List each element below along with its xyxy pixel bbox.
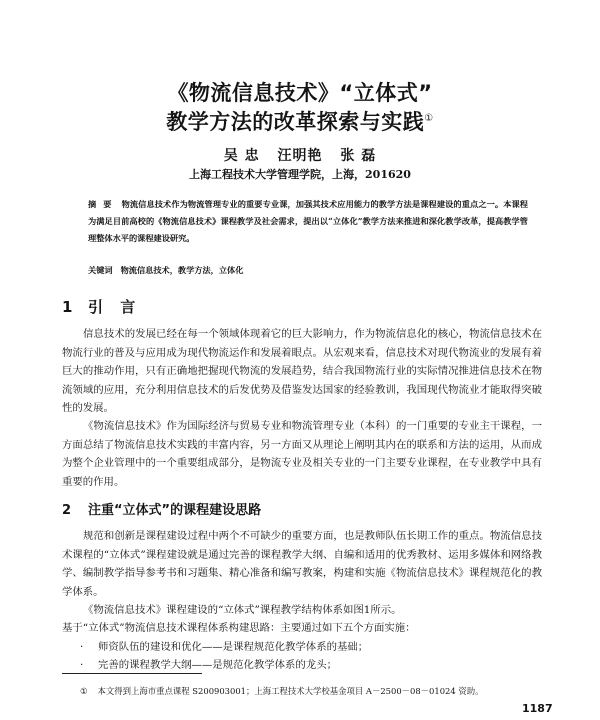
paragraph: 《物流信息技术》作为国际经济与贸易专业和物流管理专业（本科）的一门重要的专业主干课程，一方面总结了物流信息技术实践的丰富内容，另一方面又从理论上阐明其内在的联系和方法的运用，从而成为整个企业管理中的一个重要组成部分，是物流专业及相关专业的一门主要专业课程，在专业教学中具有重要的作用。 (62, 420, 542, 488)
page-number: 1187 (522, 702, 553, 715)
paragraph: 规范和创新是课程建设过程中两个不可缺少的重要方面，也是教师队伍长期工作的重点。物流信息技术课程的“立体式”课程建设就是通过完善的课程教学大纲、自编和适用的优秀教材、运用多媒体和网络教学、编制教学指导参考书和习题集、精心准备和编写教案，构建和实施《物流信息技术》课程规范化的教学体系。 (62, 530, 542, 598)
bullet-icon: · (80, 659, 84, 671)
author-2: 汪明艳 (277, 148, 323, 164)
list-item-text: 完善的课程教学大纲——是规范化教学体系的龙头； (98, 659, 337, 671)
list-item (80, 656, 337, 671)
abstract-label: 摘 要 (88, 199, 114, 209)
section-heading-2 (62, 499, 261, 518)
paragraph: 信息技术的发展已经在每一个领域体现着它的巨大影响力，作为物流信息化的核心，物流信息技术在物流行业的普及与应用成为现代物流运作和发展着眼点。从宏观来看，信息技术对现代物流业的发展有着巨大的推动作用，只有正确地把握现代物流的发展趋势，结合我国物流行业的实际情况推进信息技术在物流领域的应用，充分利用信息技术的后发优势及借鉴发达国家的经验教训，我国现代物流业才能取得突破性的发展。 (62, 328, 542, 414)
affiliation: 上海工程技术大学管理学院，上海，201620 (189, 168, 411, 181)
paper-title-line-1 (0, 80, 600, 106)
section-number: 1 (62, 298, 73, 316)
author-list (0, 145, 600, 165)
footnote-mark: ① (80, 686, 88, 696)
title-footnote-mark: ① (424, 113, 434, 124)
section-title: 引 言 (88, 298, 142, 316)
bullet-icon: · (80, 641, 84, 653)
footnote (80, 685, 483, 697)
title-text-2: 教学方法的改革探索与实践 (166, 110, 425, 134)
section-number: 2 (62, 503, 72, 518)
footnote-divider (62, 673, 202, 674)
author-1: 吴 忠 (223, 148, 260, 164)
paper-title-line-2 (0, 106, 600, 135)
footnote-text: 本文得到上海市重点课程 S200903001；上海工程技术大学校基金项目 A－2500－08－01024 资助。 (97, 686, 484, 696)
keywords-text: 物流信息技术，教学方法，立体化 (120, 265, 244, 275)
author-3: 张 磊 (340, 148, 377, 164)
paragraph: 《物流信息技术》课程建设的“立体式”课程教学结构体系如图1所示。 (83, 604, 402, 616)
abstract-text: 物流信息技术作为物流管理专业的重要专业课，加强其技术应用能力的教学方法是课程建设的重点之一。本课程为满足目前高校的《物流信息技术》课程教学及社会需求，提出以“立体化”教学方法来推进和深化教学改革，提高教学管理整体水平的课程建设研究。 (88, 199, 528, 243)
list-item (80, 638, 368, 653)
keywords-label: 关键词 (88, 265, 113, 275)
abstract (88, 196, 528, 247)
paragraph: 基于“立体式”物流信息技术课程体系构建思路：主要通过如下五个方面实施： (62, 622, 416, 634)
section-heading-1 (62, 296, 141, 317)
section-title: 注重“立体式”的课程建设思路 (88, 503, 262, 518)
keywords (88, 265, 528, 276)
list-item-text: 师资队伍的建设和优化——是课程规范化教学体系的基础； (98, 641, 369, 653)
title-text-1: 《物流信息技术》“立体式” (167, 81, 433, 105)
